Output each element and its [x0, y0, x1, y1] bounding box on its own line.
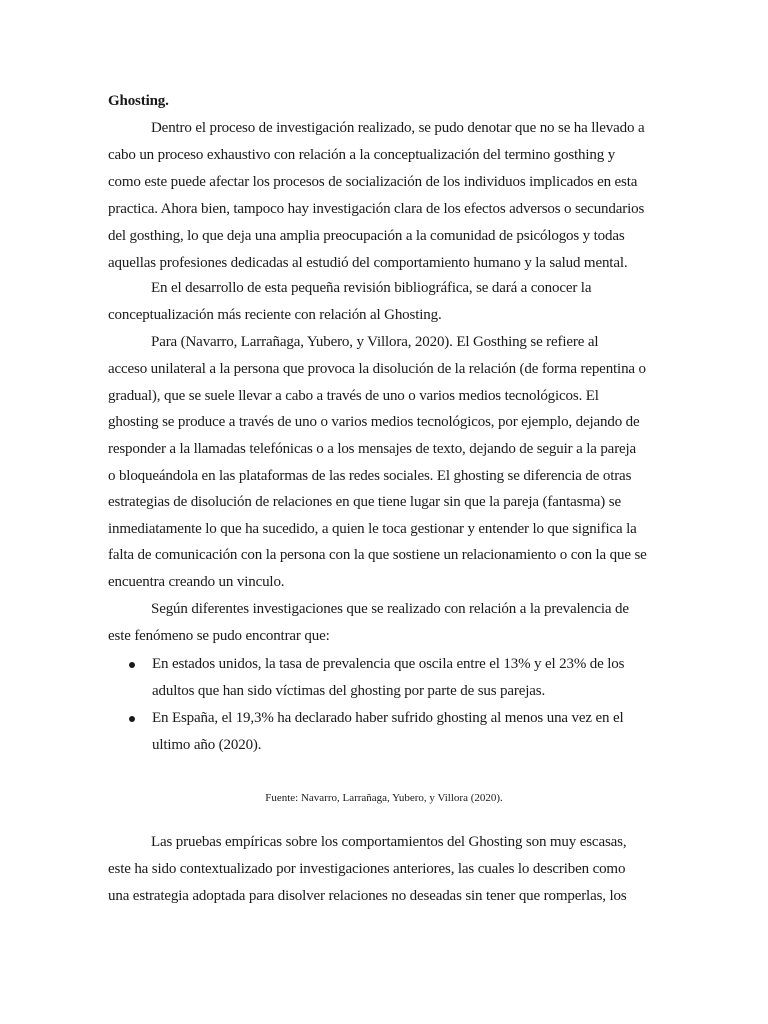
- paragraph-4-line: este fenómeno se pudo encontrar que:: [108, 628, 330, 644]
- paragraph-1-line: practica. Ahora bien, tampoco hay investigación clara de los efectos adversos o secundarios: [108, 201, 645, 217]
- paragraph-5-line: una estrategia adoptada para disolver relaciones no deseadas sin tener que romperlas, los: [108, 888, 627, 904]
- section-heading: Ghosting.: [108, 93, 169, 109]
- paragraph-3-line: ghosting se produce a través de uno o varios medios tecnológicos, por ejemplo, dejando de: [108, 414, 640, 430]
- paragraph-3-line: responder a la llamadas telefónicas o a los mensajes de texto, dejando de seguir a la pareja: [108, 441, 637, 457]
- bullet-icon: [129, 662, 135, 668]
- paragraph-3-line: inmediatamente lo que ha sucedido, a quien le toca gestionar y entender lo que significa la: [108, 521, 637, 537]
- bullet-item-line: En estados unidos, la tasa de prevalencia que oscila entre el 13% y el 23% de los: [152, 656, 625, 672]
- paragraph-2-line: conceptualización más reciente con relación al Ghosting.: [108, 307, 442, 323]
- bullet-item-line: En España, el 19,3% ha declarado haber sufrido ghosting al menos una vez en el: [152, 710, 624, 726]
- bullet-icon: [129, 716, 135, 722]
- paragraph-2-line: En el desarrollo de esta pequeña revisión bibliográfica, se dará a conocer la: [151, 280, 592, 296]
- paragraph-3-line: o bloqueándola en las plataformas de las redes sociales. El ghosting se diferencia de otras: [108, 468, 632, 484]
- paragraph-3-line: falta de comunicación con la persona con la que sostiene un relacionamiento o con la que se: [108, 547, 647, 563]
- paragraph-1-line: como este puede afectar los procesos de socialización de los individuos implicados en esta: [108, 174, 638, 190]
- paragraph-1-line: Dentro el proceso de investigación realizado, se pudo denotar que no se ha llevado a: [151, 120, 645, 136]
- bullet-item-line: ultimo año (2020).: [152, 737, 262, 753]
- paragraph-1-line: cabo un proceso exhaustivo con relación a la conceptualización del termino gosthing y: [108, 147, 616, 163]
- paragraph-3-line: gradual), que se suele llevar a cabo a través de uno o varios medios tecnológicos. El: [108, 388, 599, 404]
- paragraph-1-line: aquellas profesiones dedicadas al estudió del comportamiento humano y la salud mental.: [108, 255, 628, 271]
- bullet-item-line: adultos que han sido víctimas del ghosting por parte de sus parejas.: [152, 683, 546, 699]
- paragraph-3-line: encuentra creando un vinculo.: [108, 574, 285, 590]
- paragraph-4-line: Según diferentes investigaciones que se realizado con relación a la prevalencia de: [151, 601, 629, 617]
- paragraph-5-line: Las pruebas empíricas sobre los comportamientos del Ghosting son muy escasas,: [151, 834, 627, 850]
- paragraph-3-line: Para (Navarro, Larrañaga, Yubero, y Villora, 2020). El Gosthing se refiere al: [151, 334, 599, 350]
- paragraph-5-line: este ha sido contextualizado por investigaciones anteriores, las cuales lo describen como: [108, 861, 626, 877]
- paragraph-1-line: del gosthing, lo que deja una amplia preocupación a la comunidad de psicólogos y todas: [108, 228, 625, 244]
- source-caption: Fuente: Navarro, Larrañaga, Yubero, y Villora (2020).: [265, 792, 503, 804]
- paragraph-3-line: estrategias de disolución de relaciones en que tiene lugar sin que la pareja (fantasma) se: [108, 494, 621, 510]
- paragraph-3-line: acceso unilateral a la persona que provoca la disolución de la relación (de forma repentina o: [108, 361, 646, 377]
